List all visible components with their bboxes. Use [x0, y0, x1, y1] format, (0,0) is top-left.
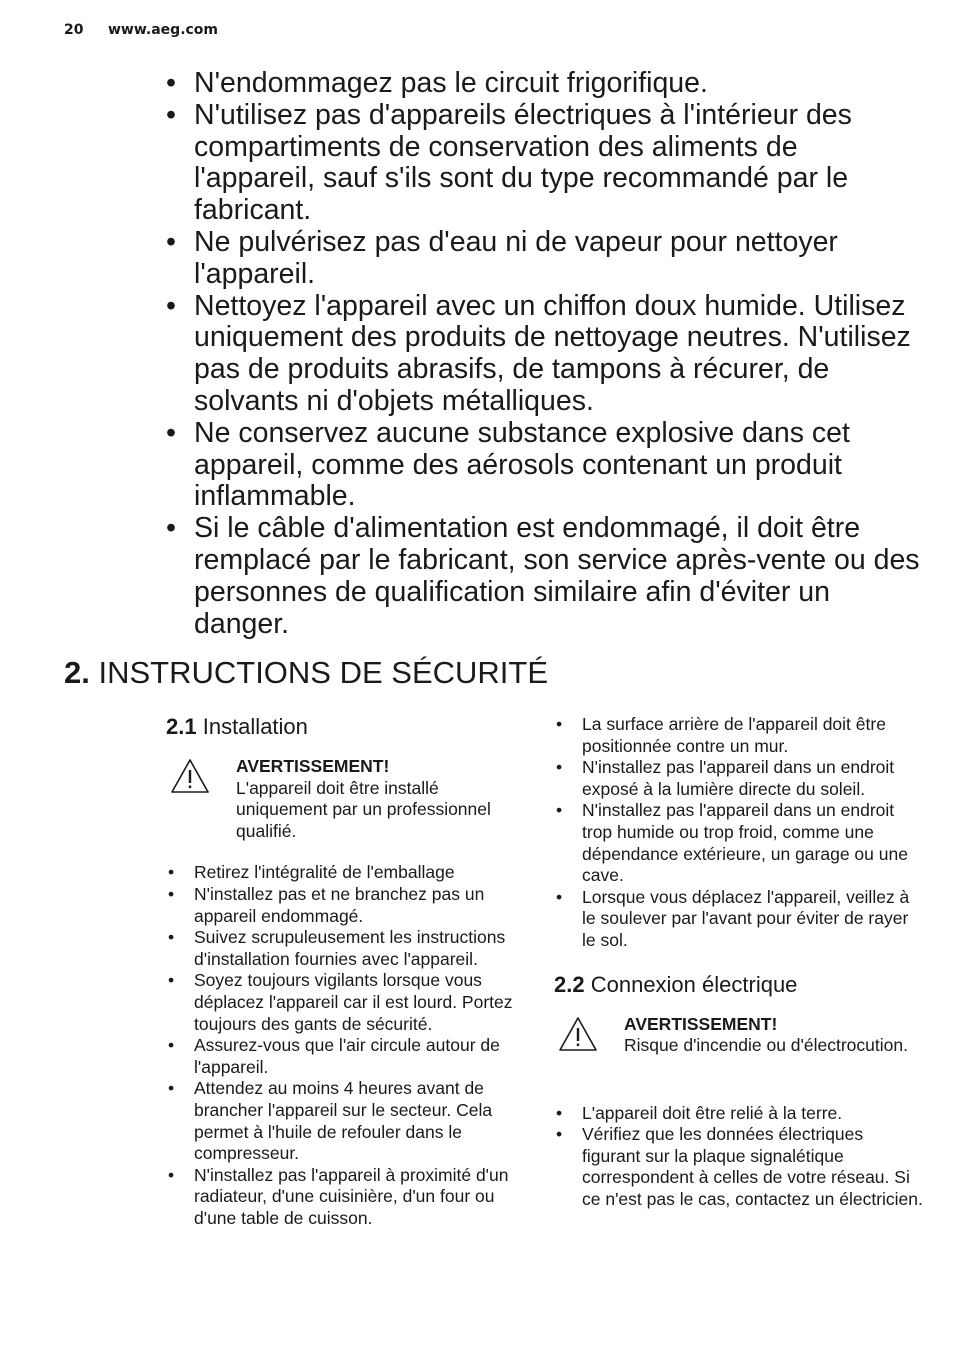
warning-title: AVERTISSEMENT!: [236, 756, 390, 776]
bullet-icon: •: [168, 927, 175, 948]
warning-triangle-icon: [558, 1016, 598, 1052]
bullet-icon: •: [168, 1078, 175, 1099]
section-title: INSTRUCTIONS DE SÉCURITÉ: [98, 655, 549, 690]
bullet-icon: •: [556, 1124, 563, 1145]
list-item: • N'installez pas l'appareil dans un endroit exposé à la lumière directe du soleil.: [556, 757, 895, 799]
bullet-icon: •: [166, 512, 176, 545]
warning-text: L'appareil doit être installé uniquement par un professionnel qualifié.: [236, 777, 491, 841]
list-item: • Assurez-vous que l'air circule autour de l'appareil.: [168, 1035, 500, 1077]
bullet-icon: •: [168, 1164, 175, 1185]
installation-warning: [166, 756, 526, 842]
bullet-icon: •: [168, 862, 175, 883]
subsection-title: Installation: [202, 714, 308, 739]
list-item: • L'appareil doit être relié à la terre.: [556, 1102, 843, 1123]
bullet-icon: •: [168, 1035, 175, 1056]
website-url: www.aeg.com: [108, 22, 219, 38]
list-item: • N'utilisez pas d'appareils électriques à l'intérieur des compartiments de conservation des aliments de l'appareil, sauf s'ils sont du type recommandé par le fabricant.: [166, 98, 852, 227]
electrical-heading: [554, 970, 924, 1000]
bullet-icon: •: [166, 67, 176, 99]
warning-triangle-icon: [170, 758, 210, 794]
bullet-icon: •: [556, 886, 563, 907]
list-item: • Retirez l'intégralité de l'emballage: [168, 862, 455, 883]
left-column: [166, 712, 526, 1229]
list-item: • Suivez scrupuleusement les instructions d'installation fournies avec l'appareil.: [168, 927, 506, 969]
list-item: • Attendez au moins 4 heures avant de brancher l'appareil sur le secteur. Cela permet à l'huile de refouler dans le compresseur.: [168, 1078, 493, 1164]
installation-bullet-list-continued: [554, 714, 924, 952]
warning-title: AVERTISSEMENT!: [624, 1013, 778, 1034]
subsection-number: 2.2: [554, 971, 585, 997]
bullet-icon: •: [166, 416, 176, 449]
list-item: • Vérifiez que les données électriques figurant sur la plaque signalétique correspondent à celles de votre réseau. Si ce n'est pas le cas, contactez un électricien.: [556, 1124, 923, 1209]
list-item: • Soyez toujours vigilants lorsque vous déplacez l'appareil car il est lourd. Portez toujours des gants de sécurité.: [168, 970, 513, 1034]
page-header: [64, 22, 218, 38]
list-item: • Ne pulvérisez pas d'eau ni de vapeur pour nettoyer l'appareil.: [166, 225, 838, 290]
bullet-icon: •: [556, 714, 563, 734]
installation-heading: [166, 712, 526, 742]
list-item: • N'installez pas l'appareil dans un endroit trop humide ou trop froid, comme une dépendance extérieure, un garage ou une cave.: [556, 800, 908, 886]
bullet-icon: •: [556, 1102, 563, 1123]
bullet-icon: •: [168, 970, 175, 991]
bullet-icon: •: [556, 800, 563, 821]
electrical-bullet-list: [554, 1103, 924, 1211]
bullet-icon: •: [166, 98, 176, 131]
list-item: • Lorsque vous déplacez l'appareil, veillez à le soulever par l'avant pour éviter de rayer le sol.: [556, 886, 910, 950]
electrical-warning: [554, 1014, 924, 1100]
page-number: 20: [64, 22, 84, 38]
bullet-icon: •: [166, 289, 176, 322]
list-item: • Si le câble d'alimentation est endommagé, il doit être remplacé par le fabricant, son service après-vente ou des personnes de qualification similaire afin d'éviter un danger.: [166, 512, 920, 640]
section-heading: [64, 655, 548, 691]
list-item: • Ne conservez aucune substance explosive dans cet appareil, comme des aérosols contenant un produit inflammable.: [166, 416, 850, 513]
safety-bullet-list: [166, 68, 926, 640]
subsection-title: Connexion électrique: [590, 971, 798, 997]
bullet-icon: •: [166, 225, 176, 258]
list-item: • N'installez pas et ne branchez pas un appareil endommagé.: [168, 883, 485, 926]
bullet-icon: •: [556, 757, 563, 778]
right-column: [554, 714, 924, 1211]
warning-text: Risque d'incendie ou d'électrocution.: [624, 1035, 908, 1056]
list-item: • N'installez pas l'appareil à proximité d'un radiateur, d'une cuisinière, d'un four ou d'une table de cuisson.: [168, 1164, 509, 1228]
subsection-number: 2.1: [166, 714, 197, 739]
list-item: • Nettoyez l'appareil avec un chiffon doux humide. Utilisez uniquement des produits de nettoyage neutres. N'utilisez pas de produits abrasifs, de tampons à récurer, de solvants ni d'objets métalliques.: [166, 289, 911, 417]
bullet-icon: •: [168, 883, 175, 904]
list-item: • N'endommagez pas le circuit frigorifique.: [166, 67, 708, 99]
section-number: 2.: [64, 655, 90, 690]
installation-bullet-list: [166, 862, 526, 1229]
list-item: • La surface arrière de l'appareil doit être positionnée contre un mur.: [556, 714, 886, 756]
